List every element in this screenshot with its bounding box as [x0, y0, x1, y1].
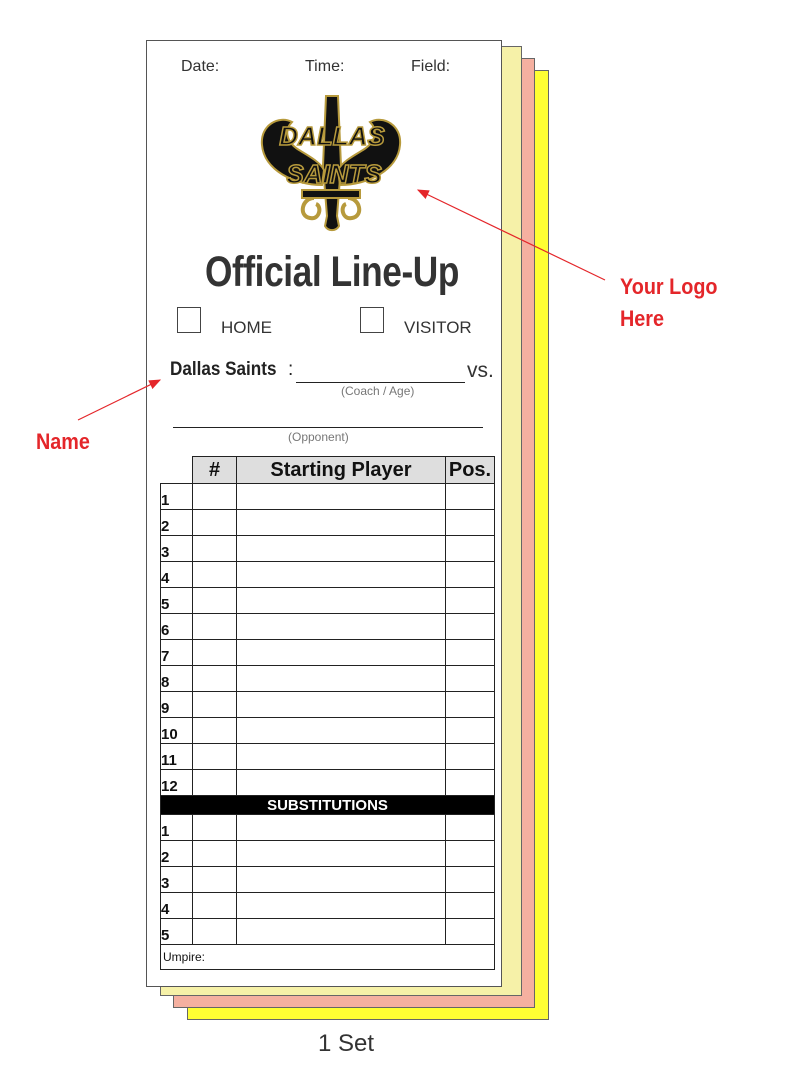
header-starting-player: Starting Player — [237, 457, 446, 484]
umpire-label: Umpire: — [163, 950, 206, 964]
header-position: Pos. — [446, 457, 495, 484]
row-number: 7 — [161, 640, 193, 666]
row-number: 11 — [161, 744, 193, 770]
row-number: 10 — [161, 718, 193, 744]
substitutions-label: SUBSTITUTIONS — [161, 796, 495, 815]
visitor-label: VISITOR — [404, 318, 472, 337]
coach-age-hint: (Coach / Age) — [341, 384, 415, 398]
sub-row-number: 4 — [161, 893, 193, 919]
date-label: Date: — [181, 58, 220, 75]
row-number: 4 — [161, 562, 193, 588]
field-label: Field: — [411, 58, 451, 75]
team-colon: : — [288, 359, 294, 380]
sub-row-number: 2 — [161, 841, 193, 867]
logo-callout-line1: Your Logo — [620, 274, 718, 299]
time-label: Time: — [305, 58, 345, 75]
logo-callout-line2: Here — [620, 306, 665, 331]
opponent-hint: (Opponent) — [288, 430, 349, 444]
row-number: 5 — [161, 588, 193, 614]
row-number: 2 — [161, 510, 193, 536]
row-number: 12 — [161, 770, 193, 796]
row-number: 8 — [161, 666, 193, 692]
name-callout: Name — [36, 429, 90, 454]
set-caption: 1 Set — [318, 1030, 375, 1057]
form-title: Official Line-Up — [205, 248, 459, 296]
row-number: 1 — [161, 484, 193, 510]
header-number: # — [193, 457, 237, 484]
team-name: Dallas Saints — [170, 359, 277, 380]
home-label: HOME — [221, 318, 272, 337]
sub-row-number: 1 — [161, 815, 193, 841]
sub-row-number: 5 — [161, 919, 193, 945]
logo-callout-arrow — [418, 190, 605, 280]
logo-text-line2: SAINTS — [286, 159, 382, 189]
row-number: 6 — [161, 614, 193, 640]
row-number: 9 — [161, 692, 193, 718]
sub-row-number: 3 — [161, 867, 193, 893]
vs-label: vs. — [467, 359, 494, 382]
row-number: 3 — [161, 536, 193, 562]
logo-text-line1: DALLAS — [279, 121, 385, 151]
name-callout-arrow — [78, 380, 160, 420]
